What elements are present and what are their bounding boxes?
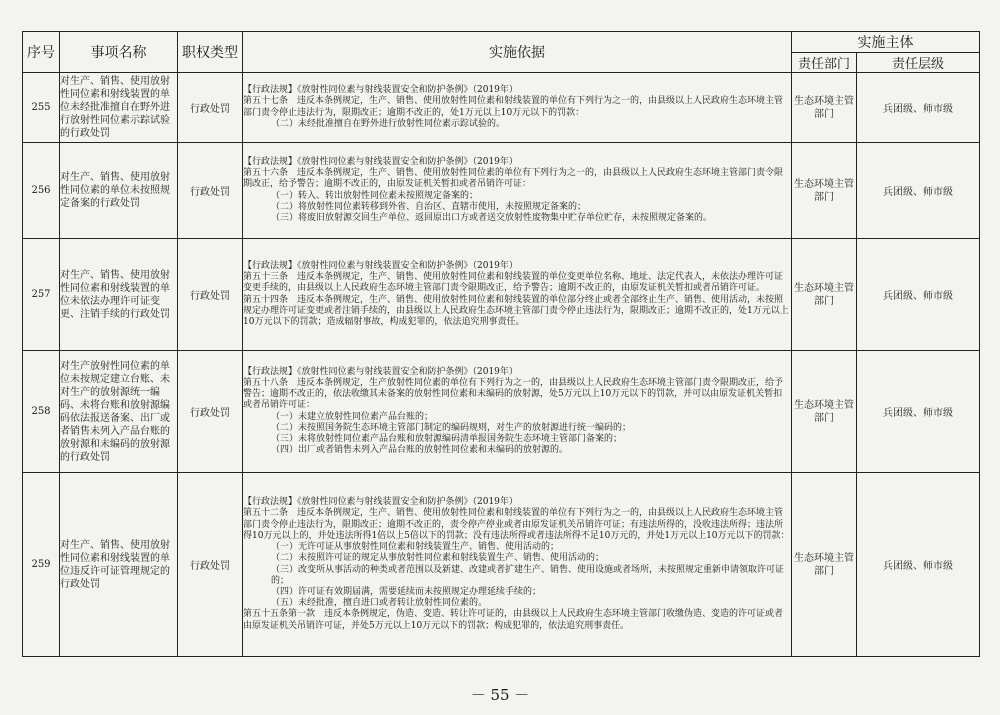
legal-basis xyxy=(243,473,792,657)
table-row xyxy=(23,351,980,473)
basis-line: （一）无许可证从事放射性同位素和射线装置生产、销售、使用活动的； xyxy=(271,542,560,553)
item-name: 对生产、销售、使用放射性同位素的单位未按照规定备案的行政处罚 xyxy=(60,143,178,239)
header-dept: 责任部门 xyxy=(792,53,857,73)
basis-line: （一）未建立放射性同位素产品台账的； xyxy=(271,411,434,422)
table-row xyxy=(23,143,980,239)
basis-line: 【行政法规】《放射性同位素与射线装置安全和防护条例》（2019年） xyxy=(243,366,518,377)
authority-type: 行政处罚 xyxy=(178,473,243,657)
basis-line: 第五十四条 违反本条例规定，生产、销售、使用放射性同位素和射线装置的单位部分终止或者全部终止生产、销售、使用活动，未按照规定办理许可证变更或者注销手续的，由县级以上人民政府生态环境主管部门责令停止违法行为，限期改正；逾期不改正的，处1万元以上10万元以下的罚款；造成辐射事故，构成犯罪的，依法追究刑事责任。 xyxy=(243,294,789,327)
responsible-dept: 生态环境主管部门 xyxy=(792,351,857,473)
basis-line: （五）未经批准，擅自进口或者转让放射性同位素的。 xyxy=(271,598,488,609)
basis-line: （一）转入、转出放射性同位素未按照规定备案的； xyxy=(271,190,479,201)
responsible-level: 兵团级、师市级 xyxy=(857,239,980,351)
authority-type: 行政处罚 xyxy=(178,239,243,351)
responsible-level: 兵团级、师市级 xyxy=(857,73,980,143)
responsible-dept: 生态环境主管部门 xyxy=(792,239,857,351)
authority-table xyxy=(22,31,980,657)
basis-line: （四）出厂或者销售未列入产品台账的放射性同位素和未编码的放射源的。 xyxy=(271,445,569,456)
basis-line: 第五十二条 违反本条例规定，生产、销售、使用放射性同位素和射线装置的单位有下列行为之一的，由县级以上人民政府生态环境主管部门责令停止违法行为，限期改正；逾期不改正的，责令停产停业或者由原发证机关吊销许可证；有违法所得的，没收违法所得；违法所得10万元以上的，并处违法所得1倍以上5倍以下的罚款；没有违法所得或者违法所得不足10万元的，并处1万元以上10万元以下的罚款： xyxy=(243,508,790,541)
row-number: 258 xyxy=(23,351,60,473)
basis-line: （二）未按照许可证的规定从事放射性同位素和射线装置生产、销售、使用活动的； xyxy=(271,553,605,564)
basis-line: 第五十八条 违反本条例规定，生产放射性同位素的单位有下列行为之一的，由县级以上人民政府生态环境主管部门责令限期改正，给予警告；逾期不改正的，依法收缴其未备案的放射性同位素和未编码的放射源，处5万元以上10万元以下的罚款，并可以由原发证机关暂扣或者吊销许可证： xyxy=(243,377,784,411)
authority-type: 行政处罚 xyxy=(178,351,243,473)
legal-basis xyxy=(243,73,792,143)
basis-line: （二）未按照国务院生态环境主管部门制定的编码规则，对生产的放射源进行统一编码的； xyxy=(271,422,632,433)
authority-type: 行政处罚 xyxy=(178,143,243,239)
basis-line: 【行政法规】《放射性同位素与射线装置安全和防护条例》（2019年） xyxy=(243,497,518,508)
header-type: 职权类型 xyxy=(178,32,243,73)
header-level: 责任层级 xyxy=(857,53,980,73)
basis-line: （二）将放射性同位素转移到外省、自治区、直辖市使用，未按照规定备案的； xyxy=(271,201,587,212)
basis-line: 【行政法规】《放射性同位素与射线装置安全和防护条例》（2019年） xyxy=(243,156,518,167)
page-number: － 55 － xyxy=(470,686,530,704)
header-subject: 实施主体 xyxy=(792,32,980,53)
responsible-level: 兵团级、师市级 xyxy=(857,143,980,239)
basis-line: 第五十五条第一款 违反本条例规定，伪造、变造、转让许可证的，由县级以上人民政府生态环境主管部门收缴伪造、变造的许可证或者由原发证机关吊销许可证，并处5万元以上10万元以下的罚款；构成犯罪的，依法追究刑事责任。 xyxy=(243,609,784,631)
basis-line: 第五十六条 违反本条例规定，生产、销售、使用放射性同位素的单位有下列行为之一的，由县级以上人民政府生态环境主管部门责令限期改正，给予警告；逾期不改正的，由原发证机关暂扣或者吊销许可证： xyxy=(243,168,784,190)
table-row xyxy=(23,473,980,657)
item-name: 对生产放射性同位素的单位未按规定建立台账、未对生产的放射源统一编码、未将台账和放射源编码依法报送备案、出厂或者销售未列入产品台账的放射源和未编码的放射源的行政处罚 xyxy=(60,351,178,473)
legal-basis xyxy=(243,143,792,239)
item-name: 对生产、销售、使用放射性同位素和射线装置的单位未经批准擅自在野外进行放射性同位素示踪试验的行政处罚 xyxy=(60,73,178,143)
item-name: 对生产、销售、使用放射性同位素和射线装置的单位未依法办理许可证变更、注销手续的行政处罚 xyxy=(60,239,178,351)
responsible-dept: 生态环境主管部门 xyxy=(792,473,857,657)
row-number: 257 xyxy=(23,239,60,351)
row-number: 259 xyxy=(23,473,60,657)
responsible-level: 兵团级、师市级 xyxy=(857,351,980,473)
basis-line: （三）未将放射性同位素产品台账和放射源编码清单报国务院生态环境主管部门备案的； xyxy=(271,433,623,444)
basis-line: 第五十三条 违反本条例规定，生产、销售、使用放射性同位素和射线装置的单位变更单位名称、地址、法定代表人，未依法办理许可证变更手续的，由县级以上人民政府生态环境主管部门责令限期改正，给予警告；逾期不改正的，由原发证机关暂扣或者吊销许可证。 xyxy=(243,272,784,294)
basis-line: （三）改变所从事活动的种类或者范围以及新建、改建或者扩建生产、销售、使用设施或者场所，未按照规定重新申请领取许可证的； xyxy=(271,564,785,586)
header-basis: 实施依据 xyxy=(243,32,792,73)
basis-line: （三）将废旧放射源交回生产单位、返回原出口方或者送交放射性废物集中贮存单位贮存，未按照规定备案的。 xyxy=(271,212,713,223)
legal-basis xyxy=(243,239,792,351)
row-number: 255 xyxy=(23,73,60,143)
basis-line: （四）许可证有效期届满，需要延续而未按照规定办理延续手续的； xyxy=(271,586,542,597)
basis-line: （二）未经批准擅自在野外进行放射性同位素示踪试验的。 xyxy=(271,118,506,129)
item-name: 对生产、销售、使用放射性同位素和射线装置的单位违反许可证管理规定的行政处罚 xyxy=(60,473,178,657)
legal-basis xyxy=(243,351,792,473)
header-no: 序号 xyxy=(23,32,60,73)
table-row xyxy=(23,239,980,351)
row-number: 256 xyxy=(23,143,60,239)
responsible-dept: 生态环境主管部门 xyxy=(792,143,857,239)
basis-line: 【行政法规】《放射性同位素与射线装置安全和防护条例》（2019年） xyxy=(243,85,518,96)
table-row xyxy=(23,73,980,143)
authority-type: 行政处罚 xyxy=(178,73,243,143)
responsible-level: 兵团级、师市级 xyxy=(857,473,980,657)
basis-line: 【行政法规】《放射性同位素与射线装置安全和防护条例》（2019年） xyxy=(243,260,518,271)
responsible-dept: 生态环境主管部门 xyxy=(792,73,857,143)
basis-line: 第五十七条 违反本条例规定，生产、销售、使用放射性同位素和射线装置的单位有下列行为之一的，由县级以上人民政府生态环境主管部门责令停止违法行为，限期改正；逾期不改正的，处1万元以上10万元以下的罚款： xyxy=(243,96,784,118)
header-name: 事项名称 xyxy=(60,32,178,73)
